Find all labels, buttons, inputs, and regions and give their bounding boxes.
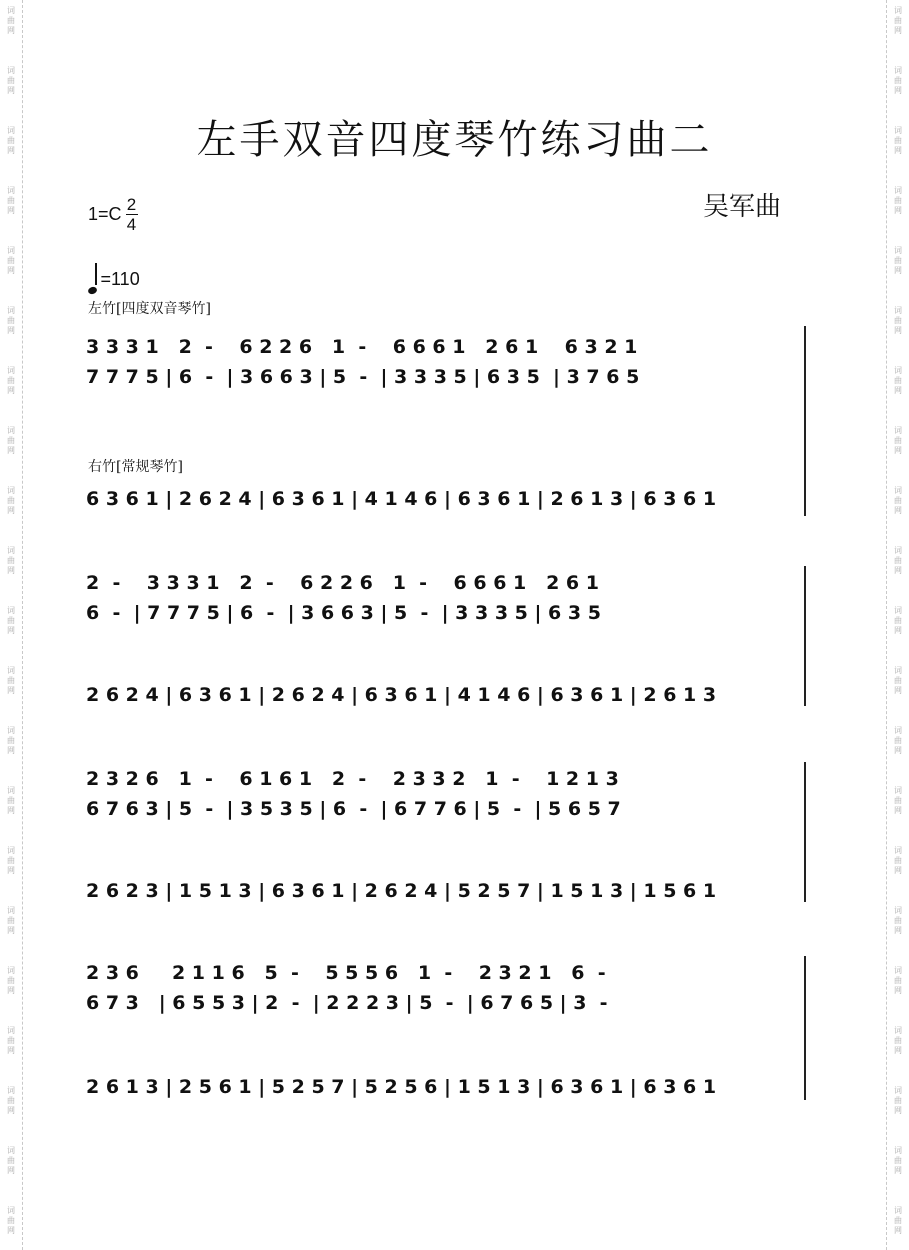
- tempo-value: =110: [100, 269, 140, 289]
- lower-voice-row: [86, 366, 798, 392]
- notation-text: 2 3 6 2 1 1 6 5 - 5 5 5 6 1 - 2 3 2 1 6 -: [86, 962, 606, 984]
- watermark-text: 词 曲 网: [7, 246, 15, 275]
- time-top: 2: [126, 195, 137, 214]
- lower-voice-row: [86, 798, 798, 824]
- notation-text: 2 6 2 4 | 6 3 6 1 | 2 6 2 4 | 6 3 6 1 | 4 1 4 6 | 6 3 6 1 | 2 6 1 3: [86, 684, 717, 706]
- watermark-text: 词 曲 网: [894, 6, 902, 35]
- notation-text: 2 6 2 3 | 1 5 1 3 | 6 3 6 1 | 2 6 2 4 | 5 2 5 7 | 1 5 1 3 | 1 5 6 1: [86, 880, 717, 902]
- watermark-text: 词 曲 网: [894, 1086, 902, 1115]
- watermark-text: 词 曲 网: [7, 666, 15, 695]
- right-hand-row: [86, 1076, 798, 1102]
- lower-voice-row: [86, 602, 798, 628]
- upper-voice-row: [86, 768, 798, 794]
- watermark-text: 词 曲 网: [7, 1086, 15, 1115]
- right-hand-row: [86, 684, 798, 710]
- watermark-text: 词 曲 网: [894, 486, 902, 515]
- quarter-note-icon: [88, 266, 99, 293]
- watermark-text: 词 曲 网: [7, 486, 15, 515]
- watermark-text: 词 曲 网: [7, 366, 15, 395]
- notation-text: 2 6 1 3 | 2 5 6 1 | 5 2 5 7 | 5 2 5 6 | 1 5 1 3 | 6 3 6 1 | 6 3 6 1: [86, 1076, 717, 1098]
- system-end-barline: [804, 956, 806, 1100]
- watermark-text: 词 曲 网: [894, 606, 902, 635]
- watermark-text: 词 曲 网: [7, 546, 15, 575]
- time-signature: [126, 196, 138, 233]
- lower-voice-row: [86, 992, 798, 1018]
- upper-voice-row: [86, 962, 798, 988]
- watermark-text: 词 曲 网: [894, 786, 902, 815]
- watermark-text: 词 曲 网: [7, 1026, 15, 1055]
- watermark-text: 词 曲 网: [7, 726, 15, 755]
- notation-text: 2 3 2 6 1 - 6 1 6 1 2 - 2 3 3 2 1 - 1 2 1 3: [86, 768, 619, 790]
- notation-text: 7 7 7 5 | 6 - | 3 6 6 3 | 5 - | 3 3 3 5 | 6 3 5 | 3 7 6 5: [86, 366, 640, 388]
- watermark-text: 词 曲 网: [894, 546, 902, 575]
- right-hand-row: [86, 488, 798, 514]
- watermark-text: 词 曲 网: [894, 246, 902, 275]
- notation-text: 6 - | 7 7 7 5 | 6 - | 3 6 6 3 | 5 - | 3 3 3 5 | 6 3 5: [86, 602, 601, 624]
- system-end-barline: [804, 762, 806, 902]
- watermark-text: 词 曲 网: [7, 1206, 15, 1235]
- watermark-text: 词 曲 网: [7, 966, 15, 995]
- notation-text: 6 7 3 | 6 5 5 3 | 2 - | 2 2 2 3 | 5 - | 6 7 6 5 | 3 -: [86, 992, 608, 1014]
- watermark-text: 词 曲 网: [894, 366, 902, 395]
- watermark-text: 词 曲 网: [7, 426, 15, 455]
- watermark-text: 词 曲 网: [7, 66, 15, 95]
- notation-text: 3 3 3 1 2 - 6 2 2 6 1 - 6 6 6 1 2 6 1 6 3 2 1: [86, 336, 638, 358]
- upper-voice-row: [86, 572, 798, 598]
- watermark-text: 词 曲 网: [894, 306, 902, 335]
- watermark-text: 词 曲 网: [894, 186, 902, 215]
- watermark-text: 词 曲 网: [894, 726, 902, 755]
- notation-text: 6 3 6 1 | 2 6 2 4 | 6 3 6 1 | 4 1 4 6 | 6 3 6 1 | 2 6 1 3 | 6 3 6 1: [86, 488, 717, 510]
- watermark-text: 词 曲 网: [894, 846, 902, 875]
- watermark-text: 词 曲 网: [894, 906, 902, 935]
- upper-voice-row: [86, 336, 798, 362]
- watermark-text: 词 曲 网: [7, 846, 15, 875]
- right-part-label: 右竹[常规琴竹]: [88, 459, 183, 475]
- watermark-text: 词 曲 网: [7, 786, 15, 815]
- left-watermark-strip: [0, 0, 23, 1250]
- watermark-text: 词 曲 网: [894, 1146, 902, 1175]
- watermark-text: 词 曲 网: [894, 1206, 902, 1235]
- watermark-text: 词 曲 网: [894, 66, 902, 95]
- notation-text: 2 - 3 3 3 1 2 - 6 2 2 6 1 - 6 6 6 1 2 6 1: [86, 572, 599, 594]
- left-part-label: 左竹[四度双音琴竹]: [88, 301, 211, 317]
- watermark-text: 词 曲 网: [7, 126, 15, 155]
- watermark-text: 词 曲 网: [7, 306, 15, 335]
- watermark-text: 词 曲 网: [894, 966, 902, 995]
- system-end-barline: [804, 326, 806, 516]
- watermark-text: 词 曲 网: [894, 666, 902, 695]
- system-end-barline: [804, 566, 806, 706]
- watermark-text: 词 曲 网: [894, 426, 902, 455]
- watermark-text: 词 曲 网: [7, 1146, 15, 1175]
- watermark-text: 词 曲 网: [894, 126, 902, 155]
- right-hand-row: [86, 880, 798, 906]
- watermark-text: 词 曲 网: [894, 1026, 902, 1055]
- right-watermark-strip: [886, 0, 909, 1250]
- watermark-text: 词 曲 网: [7, 186, 15, 215]
- composer-credit: 吴军曲: [703, 192, 782, 222]
- watermark-text: 词 曲 网: [7, 6, 15, 35]
- key-signature: [88, 196, 138, 233]
- watermark-text: 词 曲 网: [7, 606, 15, 635]
- key-label: 1=C: [88, 204, 122, 224]
- watermark-text: 词 曲 网: [7, 906, 15, 935]
- notation-text: 6 7 6 3 | 5 - | 3 5 3 5 | 6 - | 6 7 7 6 | 5 - | 5 6 5 7: [86, 798, 621, 820]
- time-bottom: 4: [126, 215, 137, 234]
- score-title: 左手双音四度琴竹练习曲二: [196, 117, 713, 163]
- tempo-marking: [88, 266, 140, 293]
